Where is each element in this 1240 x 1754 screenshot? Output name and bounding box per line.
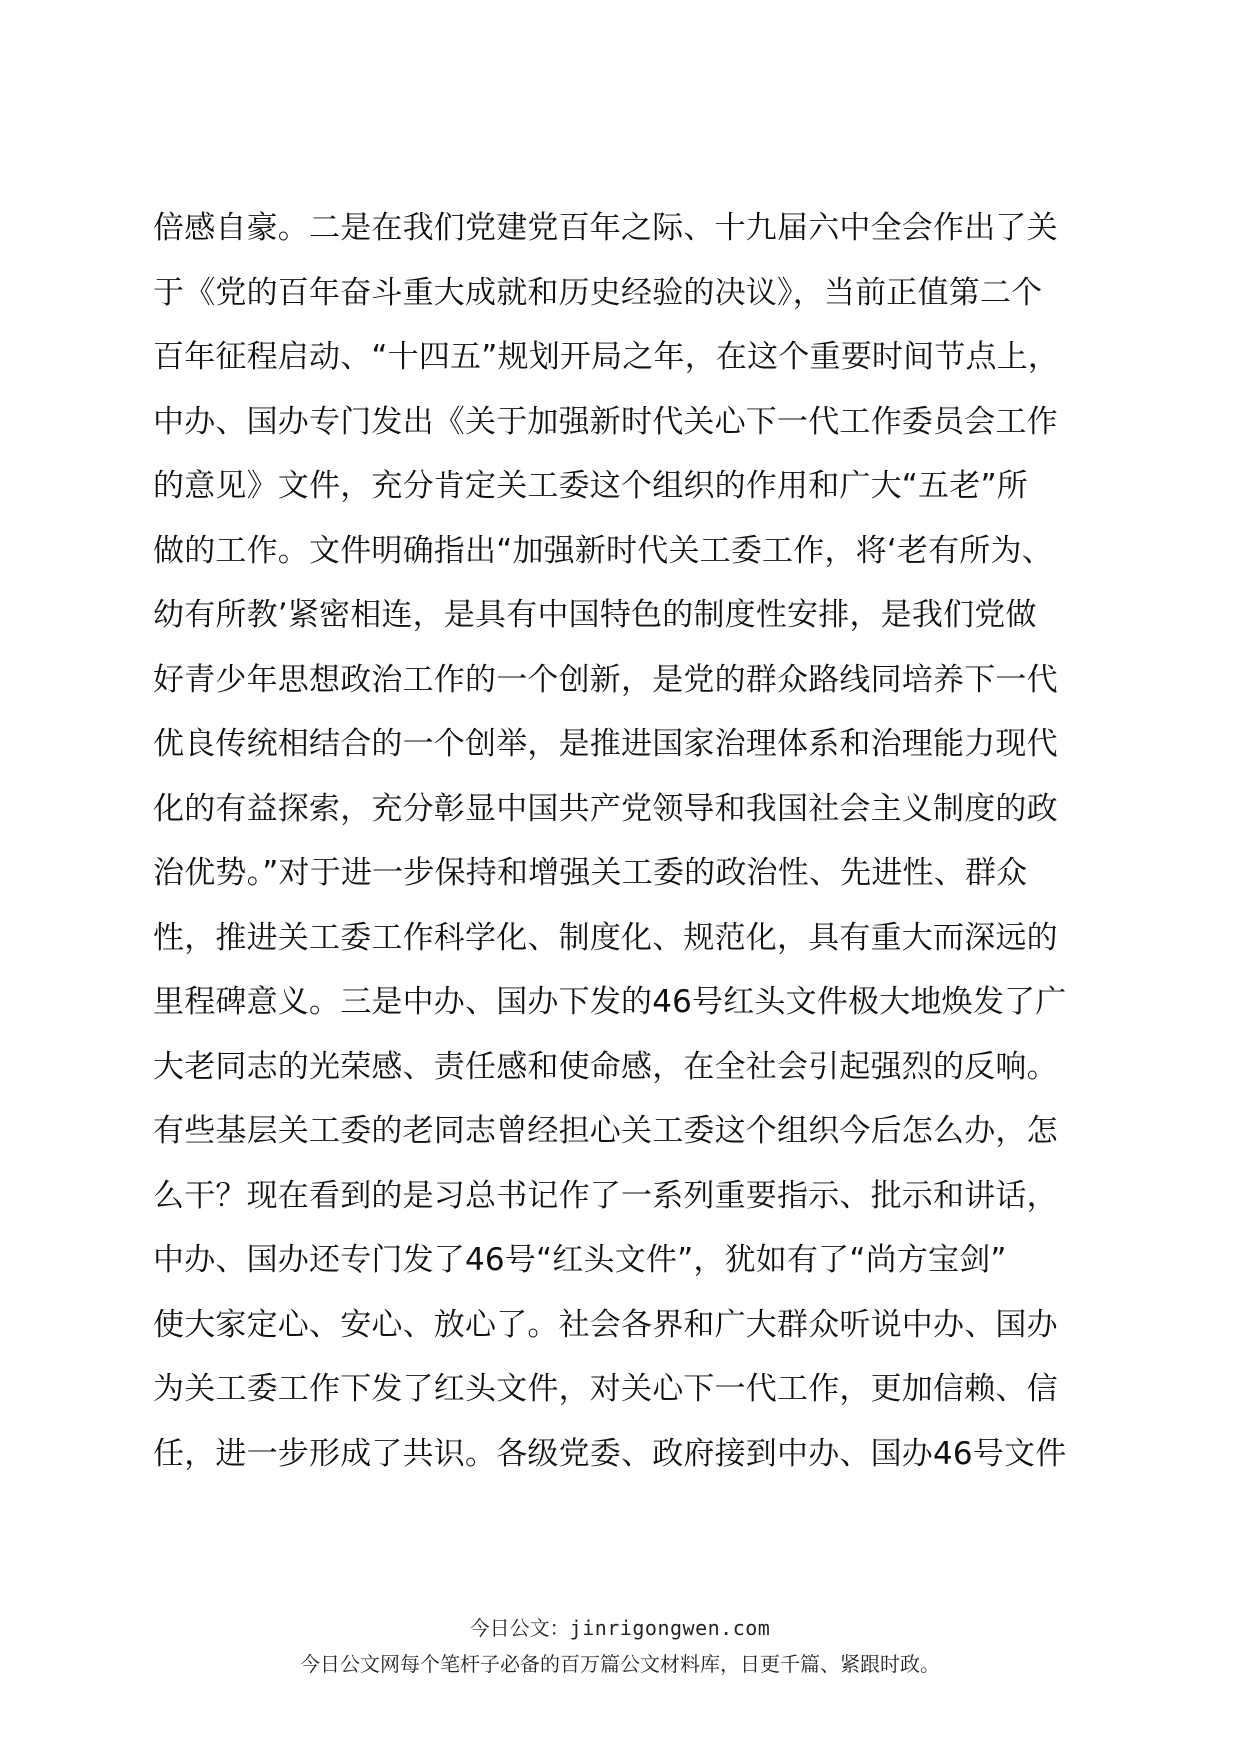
body-line: 于《党的百年奋斗重大成就和历史经验的决议》，当前正值第二个 (153, 274, 1043, 311)
body-line: 的意见》文件，充分肯定关工委这个组织的作用和广大“五老”所 (153, 468, 1028, 504)
body-line: 任，进一步形成了共识。各级党委、政府接到中办、国办46号文件 (153, 1435, 1067, 1472)
body-line: 中办、国办专门发出《关于加强新时代关心下一代工作委员会工作 (153, 403, 1058, 440)
footer-site-link[interactable]: jinrigongwen.com (569, 1616, 771, 1640)
body-line: 幼有所教’紧密相连，是具有中国特色的制度性安排，是我们党做 (153, 597, 1037, 633)
footer-site-label: 今日公文： (469, 1616, 570, 1640)
body-line: 使大家定心、安心、放心了。社会各界和广大群众听说中办、国办 (153, 1306, 1058, 1343)
body-line: 里程碑意义。三是中办、国办下发的46号红头文件极大地焕发了广 (153, 984, 1067, 1020)
footer-slogan: 今日公文网每个笔杆子必备的百万篇公文材料库，日更千篇、紧跟时政。 (300, 1652, 940, 1676)
body-line: 优良传统相结合的一个创举，是推进国家治理体系和治理能力现代 (153, 726, 1058, 762)
body-line: 中办、国办还专门发了46号“红头文件”，犹如有了“尚方宝剑” (153, 1242, 1007, 1278)
body-line: 好青少年思想政治工作的一个创新，是党的群众路线同培养下一代 (153, 661, 1058, 698)
body-line: 化的有益探索，充分彰显中国共产党领导和我国社会主义制度的政 (153, 790, 1058, 827)
body-line: 做的工作。文件明确指出“加强新时代关工委工作，将‘老有所为、 (153, 532, 1053, 569)
body-line: 有些基层关工委的老同志曾经担心关工委这个组织今后怎么办，怎 (153, 1113, 1058, 1149)
footer-site (0, 1614, 1240, 1642)
body-line: 倍感自豪。二是在我们党建党百年之际、十九届六中全会作出了关 (153, 210, 1058, 246)
body-line: 百年征程启动、“十四五”规划开局之年，在这个重要时间节点上， (153, 339, 1060, 375)
body-line: 为关工委工作下发了红头文件，对关心下一代工作，更加信赖、信 (153, 1371, 1058, 1407)
body-line: 么干？现在看到的是习总书记作了一系列重要指示、批示和讲话， (153, 1177, 1058, 1214)
body-line: 大老同志的光荣感、责任感和使命感，在全社会引起强烈的反响。 (153, 1048, 1058, 1085)
body-line: 性，推进关工委工作科学化、制度化、规范化，具有重大而深远的 (153, 919, 1058, 956)
document-body (153, 196, 1093, 1486)
body-line: 治优势。”对于进一步保持和增强关工委的政治性、先进性、群众 (153, 855, 1028, 891)
